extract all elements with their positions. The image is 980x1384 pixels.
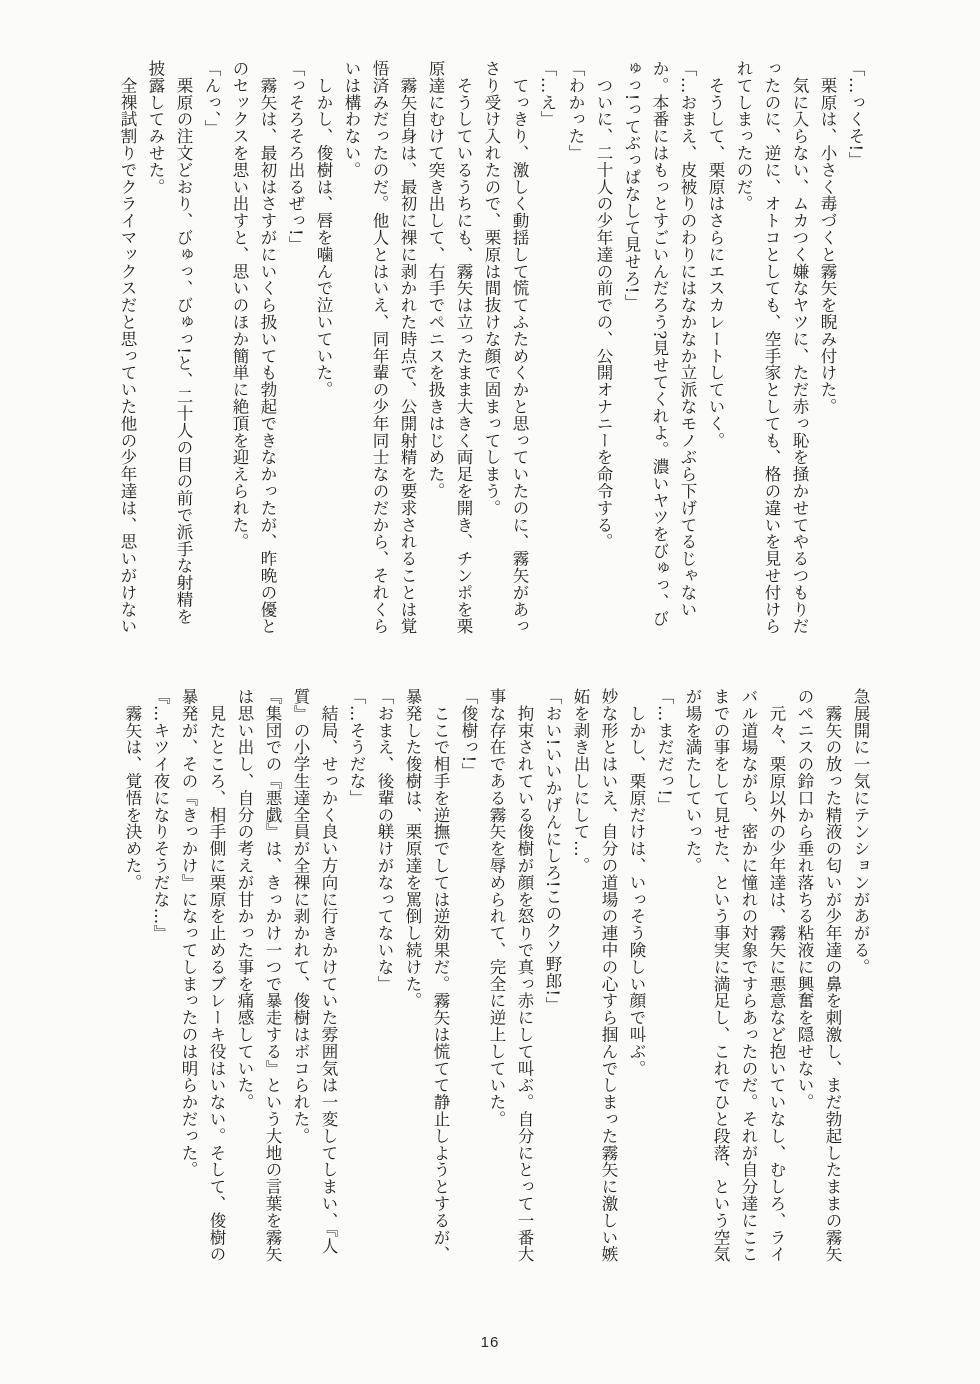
text-line: 全裸試割りでクライマックスだと思っていた他の少年達は、思いがけない	[118, 60, 137, 635]
text-line: 『集団での『悪戯』は、きっかけ一つで暴走する』という大地の言葉を霧矢	[263, 688, 282, 1263]
text-line: 気に入らない、ムカつく嫌なヤツに、ただ赤っ恥を掻かせてやるつもりだ	[790, 60, 809, 635]
text-line: が場を満たしていった。	[683, 688, 702, 874]
text-line: 栗原の注文どおり、びゅっ、びゅっ!と、二十人の目の前で派手な射精を	[174, 60, 193, 625]
text-line: ここで相手を逆撫でしては逆効果だ。霧矢は慌てて静止しようとするが、	[431, 688, 450, 1263]
text-line: しかし、俊樹は、唇を噛んで泣いていた。	[314, 60, 333, 398]
text-line: 「おい!いいかげんにしろ!このクソ野郎!」	[543, 688, 562, 1014]
text-line: 妬を剥き出しにして…。	[571, 688, 590, 874]
text-line: 拘束されている俊樹が顔を怒りで真っ赤にして叫ぶ。自分にとって一番大	[515, 688, 534, 1263]
text-line: そうしているうちにも、霧矢は立ったまま大きく両足を開き、チンポを栗	[454, 60, 473, 635]
text-line: てっきり、激しく動揺して慌てふためくかと思っていたのに、霧矢があっ	[510, 60, 529, 635]
text-line: 霧矢の放った精液の匂いが少年達の鼻を刺激し、まだ勃起したままの霧矢	[823, 688, 842, 1263]
text-line: 事な存在である霧矢を辱められて、完全に逆上していた。	[487, 688, 506, 1128]
text-line: 妙な形とはいえ、自分の道場の連中の心すら掴んでしまった霧矢に激しい嫉	[599, 688, 618, 1263]
text-line: 悟済みだったのだ。他人とはいえ、同年輩の少年同士なのだから、それくら	[370, 60, 389, 635]
text-line: そうして、栗原はさらにエスカレートしていく。	[706, 60, 725, 449]
text-line: 見たところ、相手側に栗原を止めるブレーキ役はいない。そして、俊樹の	[207, 688, 226, 1263]
text-line: 『…キツイ夜になりそうだな…』	[151, 688, 170, 942]
text-line: 「…おまえ、皮被りのわりにはなかなか立派なモノぶら下げてるじゃない	[678, 60, 697, 618]
text-line: 暴発が、その『きっかけ』になってしまったのは明らかだった。	[179, 688, 198, 1179]
text-line: 結局、せっかく良い方向に行きかけていた雰囲気は一変してしまい、『人	[319, 688, 338, 1255]
text-line: 「わかった」	[566, 60, 585, 162]
text-line: までの事をして見せた、という事実に満足し、これでひと段落、という空気	[711, 688, 730, 1263]
text-line: 「…まだだっ!」	[655, 688, 674, 814]
text-line: 霧矢は、覚悟を決めた。	[123, 688, 142, 891]
text-line: 暴発した俊樹は、栗原達を罵倒し続けた。	[403, 688, 422, 1010]
text-line: 「んっ、」	[202, 60, 221, 137]
text-line: 霧矢は、最初はさすがにいくら扱いても勃起できなかったが、昨晩の優と	[258, 60, 277, 635]
text-line: か。本番にはもっとすごいんだろう?見せてくれよ。濃いヤツをびゅっ、び	[650, 60, 669, 627]
text-block-top	[113, 60, 869, 656]
text-line: 「おまえ、後輩の躾けがなってないな」	[375, 688, 394, 993]
text-line: 「…え」	[538, 60, 557, 128]
page-number: 16	[480, 1334, 500, 1351]
text-line: 栗原は、小さく毒づくと霧矢を睨み付けた。	[818, 60, 837, 415]
text-line: 披露してみせた。	[146, 60, 165, 196]
text-line: 「俊樹っ!」	[459, 688, 478, 780]
text-line: さり受け入れたので、栗原は間抜けな顔で固まってしまう。	[482, 60, 501, 517]
text-line: いは構わない。	[342, 60, 361, 179]
text-line: 「…そうだな」	[347, 688, 366, 807]
text-line: ったのに、逆に、オトコとしても、空手家としても、格の違いを見せ付けら	[762, 60, 781, 635]
text-line: 質』の小学生達全員が全裸に剥かれて、俊樹はボコられた。	[291, 688, 310, 1145]
text-line: 「…っくそ!」	[846, 60, 865, 169]
text-line: 急展開に一気にテンションがあがる。	[851, 688, 870, 976]
text-line: 「っそろそろ出るぜっ!」	[286, 60, 305, 253]
text-block-bottom	[118, 688, 874, 1284]
text-line: ゅっ!ってぶっぱなして見せろ!」	[622, 60, 641, 311]
text-line: バル道場ながら、密かに憧れの対象ですらあったのだ。それが自分達にここ	[739, 688, 758, 1263]
text-line: ついに、二十人の少年達の前での、公開オナニーを命令する。	[594, 60, 613, 551]
text-line: は思い出し、自分の考えが甘かった事を痛感していた。	[235, 688, 254, 1111]
text-line: 霧矢自身は、最初に裸に剥かれた時点で、公開射精を要求されることは覚	[398, 60, 417, 635]
text-line: のセックスを思い出すと、思いのほか簡単に絶頂を迎えられた。	[230, 60, 249, 551]
text-line: 元々、栗原以外の少年達は、霧矢に悪意など抱いていなし、むしろ、ライ	[767, 688, 786, 1263]
text-line: のペニスの鈴口から垂れ落ちる粘液に興奮を隠せない。	[795, 688, 814, 1111]
text-line: 原達にむけて突き出して、右手でペニスを扱きはじめた。	[426, 60, 445, 500]
text-line: しかし、栗原だけは、いっそう険しい顔で叫ぶ。	[627, 688, 646, 1077]
text-line: れてしまったのだ。	[734, 60, 753, 213]
